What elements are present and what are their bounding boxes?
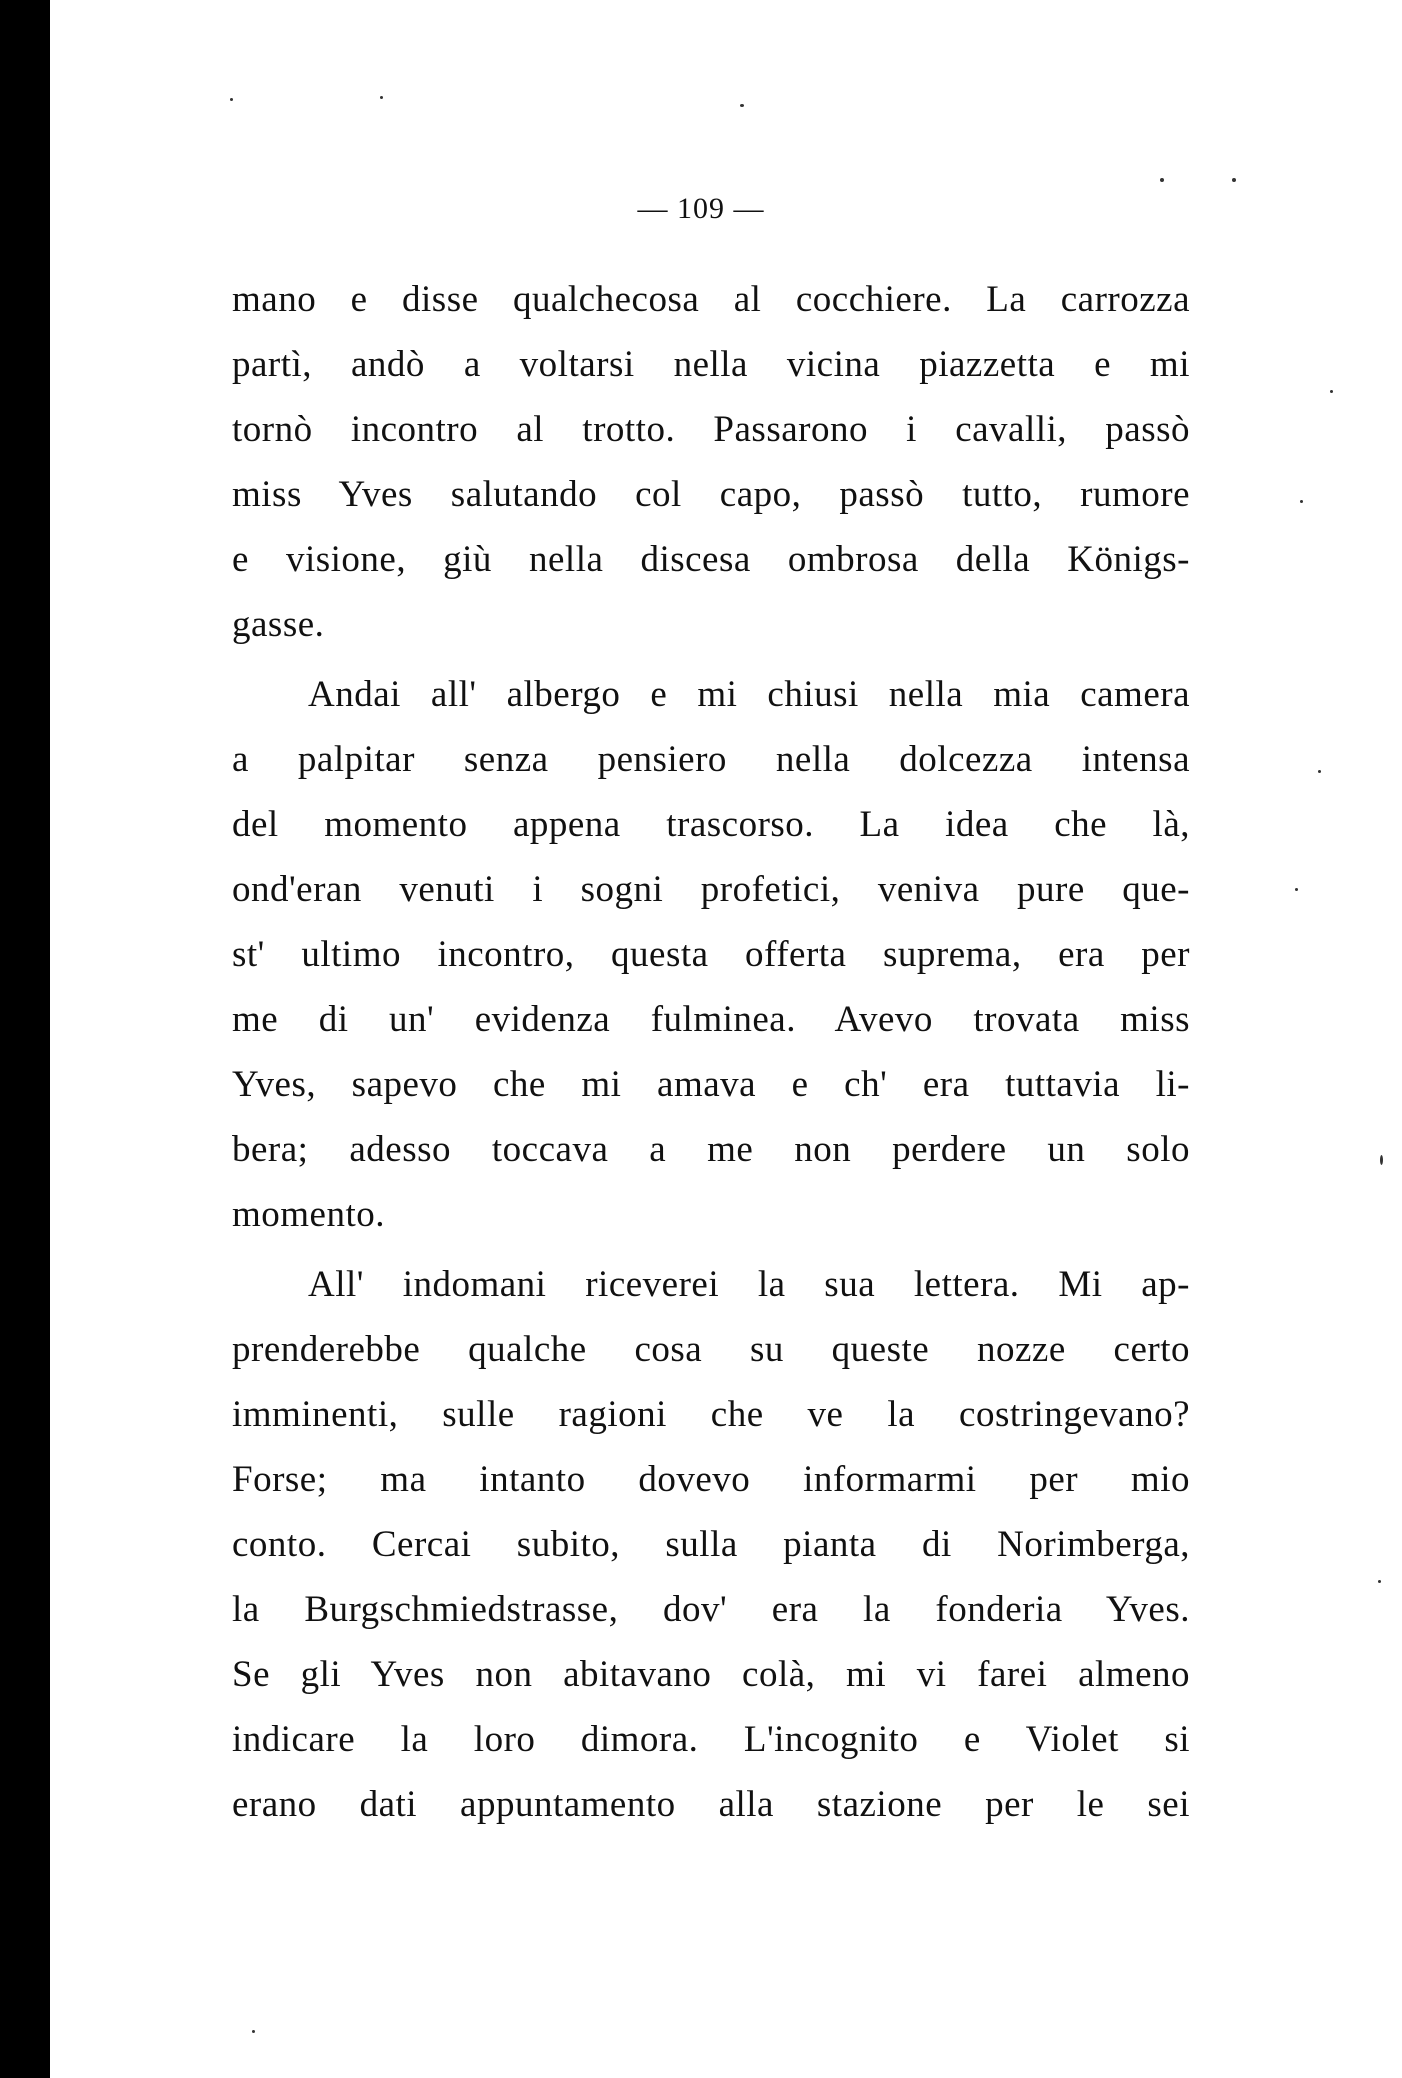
scan-speck — [1318, 770, 1321, 773]
binding-edge — [0, 0, 50, 2078]
page-number: — 109 — — [637, 192, 765, 225]
paragraph-first-line: Andai all' albergo e mi chiusi nella mia camera — [308, 674, 1190, 715]
text-line: erano dati appuntamento alla stazione per le sei — [232, 1784, 1190, 1825]
text-line: a palpitar senza pensiero nella dolcezza intensa — [232, 739, 1190, 780]
scan-speck — [1295, 888, 1298, 891]
text-line: la Burgschmiedstrasse, dov' era la fonderia Yves. — [232, 1589, 1190, 1630]
text-line: ond'eran venuti i sogni profetici, veniva pure que- — [232, 869, 1190, 910]
text-line: conto. Cercai subito, sulla pianta di Norimberga, — [232, 1524, 1190, 1565]
scan-speck — [230, 98, 233, 101]
text-line: prenderebbe qualche cosa su queste nozze certo — [232, 1329, 1190, 1370]
scan-speck — [252, 2030, 255, 2033]
text-line: partì, andò a voltarsi nella vicina piazzetta e mi — [232, 344, 1190, 385]
text-line: Forse; ma intanto dovevo informarmi per mio — [232, 1459, 1190, 1500]
text-line: e visione, giù nella discesa ombrosa della Königs- — [232, 539, 1190, 580]
scan-speck — [1330, 390, 1333, 393]
text-line: momento. — [232, 1194, 386, 1235]
text-line: gasse. — [232, 604, 325, 645]
text-line: imminenti, sulle ragioni che ve la costringevano? — [232, 1394, 1190, 1435]
text-line: bera; adesso toccava a me non perdere un solo — [232, 1129, 1190, 1170]
scan-speck — [1300, 500, 1303, 503]
text-line: Se gli Yves non abitavano colà, mi vi farei almeno — [232, 1654, 1190, 1695]
text-line: mano e disse qualchecosa al cocchiere. La carrozza — [232, 279, 1190, 320]
text-line: indicare la loro dimora. L'incognito e Violet si — [232, 1719, 1190, 1760]
scan-speck — [740, 104, 744, 107]
text-line: me di un' evidenza fulminea. Avevo trovata miss — [232, 999, 1190, 1040]
text-line: Yves, sapevo che mi amava e ch' era tuttavia li- — [232, 1064, 1190, 1105]
text-line: miss Yves salutando col capo, passò tutto, rumore — [232, 474, 1190, 515]
scan-speck — [1378, 1580, 1381, 1583]
scan-speck — [1160, 178, 1164, 182]
paragraph-first-line: All' indomani riceverei la sua lettera. Mi ap- — [308, 1264, 1190, 1305]
scan-speck — [1380, 1155, 1383, 1165]
scan-speck — [1232, 178, 1236, 182]
text-line: tornò incontro al trotto. Passarono i cavalli, passò — [232, 409, 1190, 450]
text-line: st' ultimo incontro, questa offerta suprema, era per — [232, 934, 1190, 975]
text-line: del momento appena trascorso. La idea che là, — [232, 804, 1190, 845]
scan-speck — [380, 96, 383, 99]
